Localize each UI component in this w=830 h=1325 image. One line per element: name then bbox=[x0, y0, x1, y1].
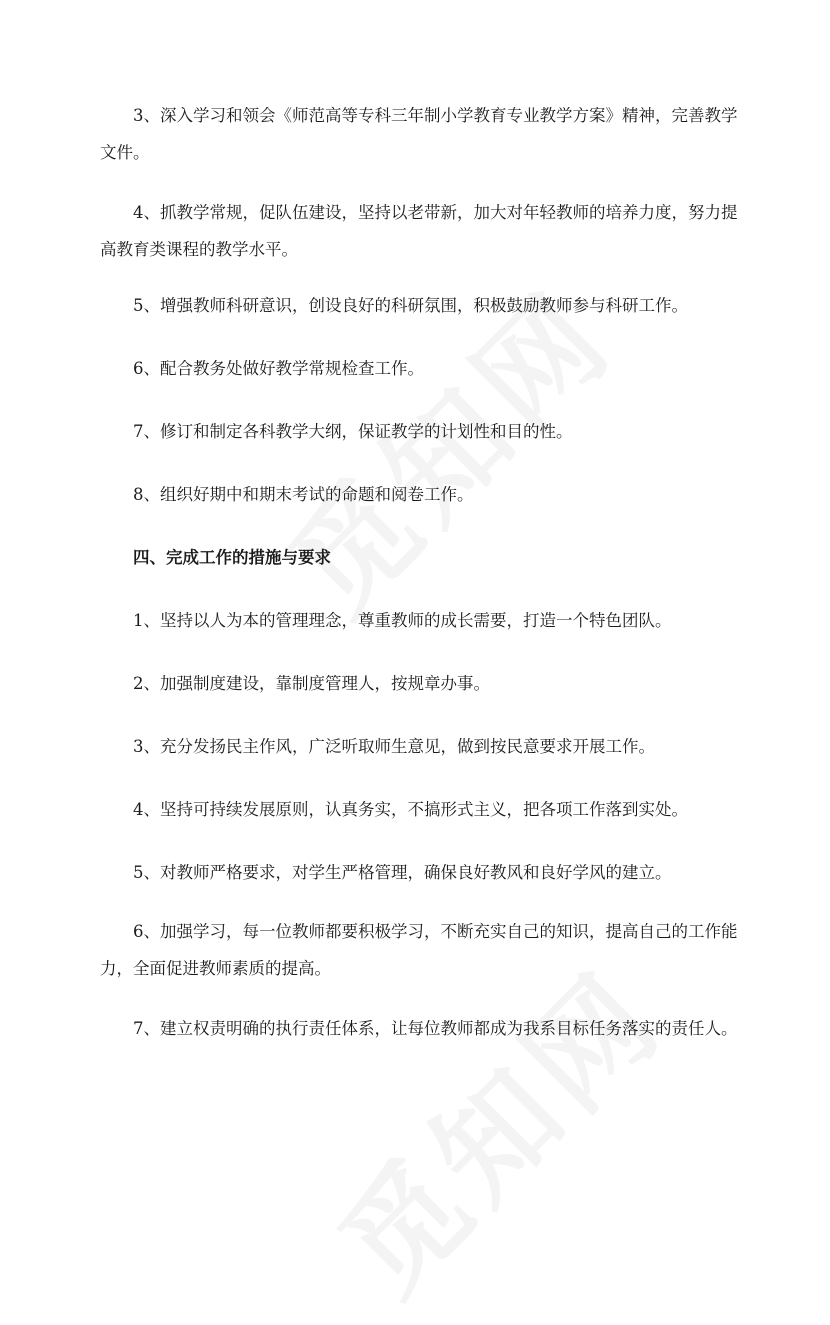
measure-item-2: 2、加强制度建设，靠制度管理人，按规章办事。 bbox=[133, 674, 490, 693]
measure-item-4: 4、坚持可持续发展原则，认真务实，不搞形式主义，把各项工作落到实处。 bbox=[133, 800, 688, 819]
paragraph-item-4: 4、抓教学常规，促队伍建设，坚持以老带新，加大对年轻教师的培养力度，努力提高教育类课程的教学水平。 bbox=[100, 203, 738, 259]
section-heading: 四、完成工作的措施与要求 bbox=[133, 548, 331, 567]
paragraph-item-8: 8、组织好期中和期末考试的命题和阅卷工作。 bbox=[133, 485, 474, 504]
paragraph-item-7: 7、修订和制定各科教学大纲，保证教学的计划性和目的性。 bbox=[133, 422, 573, 441]
measure-item-6: 6、加强学习，每一位教师都要积极学习，不断充实自己的知识，提高自己的工作能力，全面促进教师素质的提高。 bbox=[100, 922, 738, 978]
measure-item-1: 1、坚持以人为本的管理理念，尊重教师的成长需要，打造一个特色团队。 bbox=[133, 611, 672, 630]
measure-item-3: 3、充分发扬民主作风，广泛听取师生意见，做到按民意要求开展工作。 bbox=[133, 737, 655, 756]
measure-item-7: 7、建立权责明确的执行责任体系，让每位教师都成为我系目标任务落实的责任人。 bbox=[133, 1019, 738, 1038]
measure-item-5: 5、对教师严格要求，对学生严格管理，确保良好教风和良好学风的建立。 bbox=[133, 863, 672, 882]
paragraph-item-5: 5、增强教师科研意识，创设良好的科研氛围，积极鼓励教师参与科研工作。 bbox=[133, 296, 688, 315]
paragraph-item-6: 6、配合教务处做好教学常规检查工作。 bbox=[133, 359, 424, 378]
paragraph-item-3: 3、深入学习和领会《师范高等专科三年制小学教育专业教学方案》精神，完善教学文件。 bbox=[100, 106, 738, 162]
